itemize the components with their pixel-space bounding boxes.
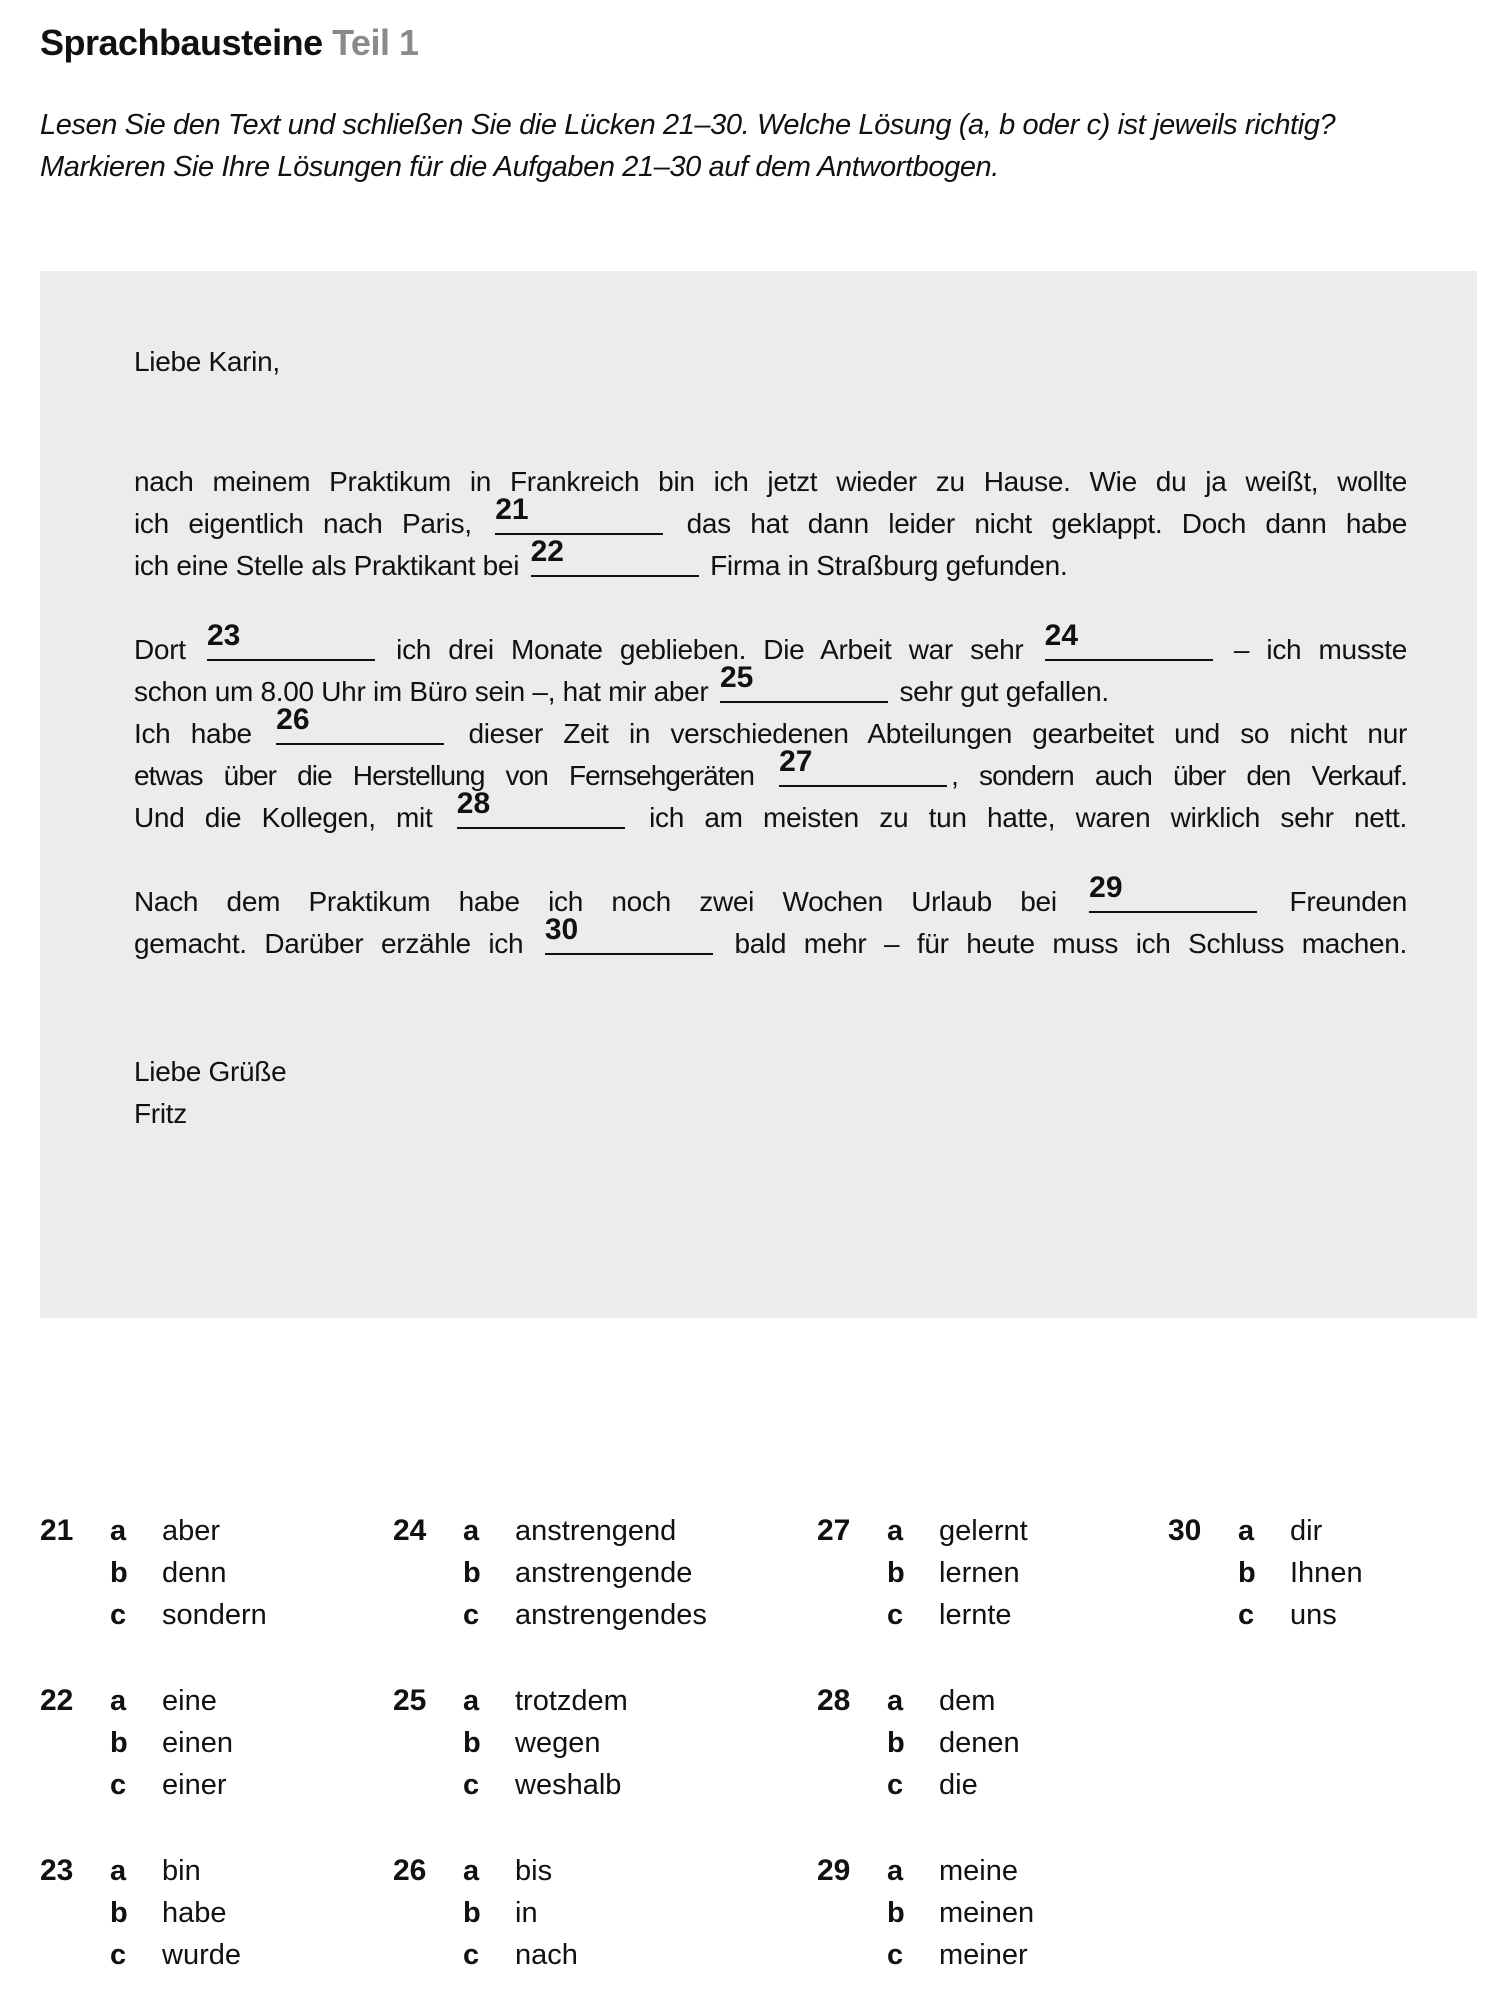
letter-signoff [134,1051,1407,1135]
question-number: 24 [393,1514,427,1547]
letter-line [134,535,1407,587]
option-text: eine [162,1685,217,1717]
gap-number: 21 [495,493,529,526]
letter-line [134,745,1407,797]
option-letter: b [887,1897,905,1929]
option-24-a[interactable] [463,1510,676,1552]
question-number: 23 [40,1854,74,1887]
option-letter: c [110,1939,127,1971]
option-28-c[interactable] [887,1764,978,1806]
option-letter: b [463,1897,481,1929]
letter-line [134,703,1408,755]
option-27-b[interactable] [887,1552,1020,1594]
option-28-b[interactable] [887,1722,1020,1764]
question-number: 25 [393,1684,427,1717]
option-29-b[interactable] [887,1892,1034,1934]
option-text: bin [162,1855,201,1887]
option-letter: b [110,1557,128,1589]
question-number: 27 [817,1514,851,1547]
option-text: meinen [939,1897,1035,1929]
option-text: meiner [939,1939,1028,1971]
question-number: 26 [393,1854,427,1887]
text-segment: ich eine Stelle als Praktikant bei [134,550,520,581]
letter-closing: Liebe Grüße [134,1056,287,1087]
option-25-b[interactable] [463,1722,600,1764]
text-segment: Und die Kollegen, mit [134,802,433,833]
text-segment: bald mehr – für heute muss ich Schluss machen. [734,928,1408,959]
title-part: Teil 1 [332,22,419,63]
option-letter: a [110,1685,127,1717]
option-letter: b [463,1727,481,1759]
option-23-a[interactable] [110,1850,201,1892]
option-28-a[interactable] [887,1680,995,1722]
text-segment: Firma in Straßburg gefunden. [710,550,1068,581]
option-letter: b [887,1727,905,1759]
option-21-a[interactable] [110,1510,220,1552]
option-29-a[interactable] [887,1850,1018,1892]
letter-body [134,461,1407,1007]
text-segment: ich am meisten zu tun hatte, waren wirklich sehr nett. [649,802,1407,833]
option-30-a[interactable] [1238,1510,1322,1552]
text-segment: Dort [134,634,186,665]
option-22-a[interactable] [110,1680,217,1722]
option-letter: a [887,1685,904,1717]
gap-22[interactable] [530,535,699,577]
option-letter: a [887,1855,904,1887]
option-22-c[interactable] [110,1764,227,1806]
option-letter: c [1238,1599,1255,1631]
text-segment: , sondern auch über den Verkauf. [951,760,1407,791]
option-text: anstrengende [515,1557,693,1589]
text-segment: das hat dann leider nicht geklappt. Doch dann habe [686,508,1408,539]
option-24-c[interactable] [463,1594,707,1636]
option-letter: b [1238,1557,1256,1589]
option-21-b[interactable] [110,1552,227,1594]
option-text: einen [162,1727,233,1759]
option-letter: a [463,1515,480,1547]
option-23-b[interactable] [110,1892,227,1934]
gap-24[interactable] [1044,619,1213,661]
letter-box [40,271,1477,1318]
gap-number: 28 [456,787,491,820]
option-29-c[interactable] [887,1934,1028,1976]
option-text: anstrengend [515,1515,677,1547]
option-letter: b [110,1727,128,1759]
option-letter: a [887,1515,904,1547]
option-text: gelernt [939,1515,1028,1547]
text-segment: ich eigentlich nach Paris, [134,508,472,539]
letter-line: nach meinem Praktikum in Frankreich bin ich jetzt wieder zu Hause. Wie du ja weißt, wollte [134,466,1407,497]
option-text: lernte [939,1599,1012,1631]
option-text: lernen [939,1557,1020,1589]
instructions-line-1: Lesen Sie den Text und schließen Sie die Lücken 21–30. Welche Lösung (a, b oder c) ist jeweils richtig? [40,109,1336,141]
option-text: nach [515,1939,578,1971]
gap-28[interactable] [456,787,625,829]
text-segment: dieser Zeit in verschiedenen Abteilungen gearbeitet und so nicht nur [468,718,1408,749]
letter-line [134,913,1408,965]
gap-number: 27 [779,745,813,778]
option-text: uns [1290,1599,1337,1631]
instructions-line-2: Markieren Sie Ihre Lösungen für die Aufgaben 21–30 auf dem Antwortbogen. [40,151,999,183]
gap-29[interactable] [1089,871,1257,913]
option-letter: a [110,1515,127,1547]
text-segment: schon um 8.00 Uhr im Büro sein –, hat mir aber [134,676,709,707]
option-letter: c [887,1769,904,1801]
option-25-c[interactable] [463,1764,621,1806]
option-23-c[interactable] [110,1934,241,1976]
text-segment: ich drei Monate geblieben. Die Arbeit war sehr [396,634,1024,665]
option-text: weshalb [515,1769,622,1801]
gap-23[interactable] [206,619,375,661]
option-25-a[interactable] [463,1680,628,1722]
gap-number: 24 [1044,619,1079,652]
option-30-c[interactable] [1238,1594,1337,1636]
gap-26[interactable] [276,703,444,745]
gap-number: 29 [1089,871,1123,904]
text-segment: gemacht. Darüber erzähle ich [134,928,524,959]
option-letter: b [110,1897,128,1929]
question-number: 28 [817,1684,851,1717]
option-text: in [515,1897,538,1929]
option-24-b[interactable] [463,1552,692,1594]
option-text: dem [939,1685,996,1717]
option-letter: c [887,1939,904,1971]
option-letter: c [110,1769,127,1801]
gap-number: 23 [206,619,241,652]
question-number: 22 [40,1684,74,1717]
gap-number: 30 [544,913,579,946]
option-text: denn [162,1557,227,1589]
text-segment: – ich musste [1233,634,1407,665]
question-number: 21 [40,1514,74,1547]
text-segment: Ich habe [134,718,252,749]
question-number: 29 [817,1854,851,1887]
instructions [40,104,1335,188]
gap-25[interactable] [719,661,888,703]
letter-line [134,493,1408,545]
gap-30[interactable] [544,913,713,955]
letter-signature: Fritz [134,1098,187,1129]
question-number: 30 [1168,1514,1202,1547]
title-main: Sprachbausteine [40,22,323,63]
option-text: habe [162,1897,227,1929]
option-27-a[interactable] [887,1510,1028,1552]
option-26-b[interactable] [463,1892,538,1934]
option-22-b[interactable] [110,1722,233,1764]
option-text: einer [162,1769,227,1801]
option-letter: a [463,1855,480,1887]
option-letter: c [463,1599,480,1631]
option-text: Ihnen [1290,1557,1363,1589]
option-text: trotzdem [515,1685,628,1717]
option-letter: b [887,1557,905,1589]
option-text: sondern [162,1599,267,1631]
text-segment: Freunden [1289,886,1408,917]
option-text: dir [1290,1515,1323,1547]
option-26-c[interactable] [463,1934,578,1976]
paragraph-1 [134,461,1407,587]
option-text: wegen [515,1727,601,1759]
option-text: bis [515,1855,553,1887]
paragraph-3 [134,871,1408,965]
option-26-a[interactable] [463,1850,552,1892]
paragraph-2 [134,619,1408,839]
option-letter: c [463,1939,480,1971]
letter-greeting: Liebe Karin, [134,346,280,377]
option-27-c[interactable] [887,1594,1012,1636]
option-text: anstrengendes [515,1599,707,1631]
gap-number: 25 [719,661,754,694]
option-text: wurde [162,1939,241,1971]
option-text: meine [939,1855,1018,1887]
option-letter: a [110,1855,127,1887]
gap-27[interactable] [779,745,947,787]
option-30-b[interactable] [1238,1552,1363,1594]
option-letter: c [887,1599,904,1631]
gap-number: 26 [276,703,310,736]
text-segment: Nach dem Praktikum habe ich noch zwei Wochen Urlaub bei [134,886,1057,917]
option-letter: b [463,1557,481,1589]
text-segment: etwas über die Herstellung von Fernsehgeräten [134,760,755,791]
option-letter: a [463,1685,480,1717]
letter-line [134,787,1407,839]
page-title [40,22,418,64]
option-text: aber [162,1515,221,1547]
option-21-c[interactable] [110,1594,267,1636]
option-text: die [939,1769,978,1801]
option-letter: c [110,1599,127,1631]
option-text: denen [939,1727,1020,1759]
gap-number: 22 [530,535,564,568]
letter-line [134,871,1408,923]
option-letter: a [1238,1515,1255,1547]
text-segment: sehr gut gefallen. [899,676,1109,707]
option-letter: c [463,1769,480,1801]
